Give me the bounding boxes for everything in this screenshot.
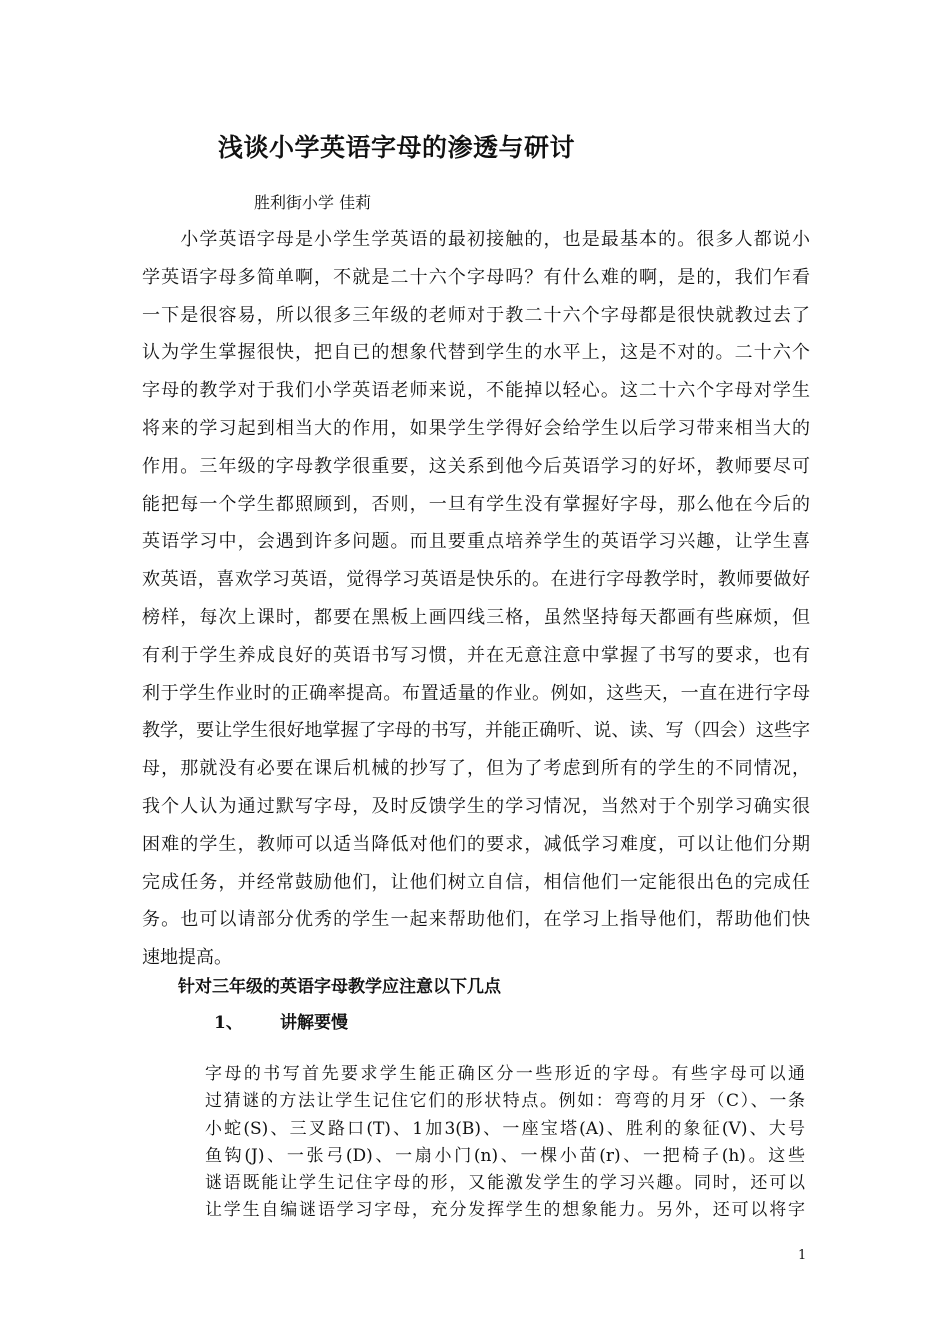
text-line: 务。也可以请部分优秀的学生一起来帮助他们，在学习上指导他们，帮助他们快 (142, 909, 810, 931)
text-line: 学英语字母多简单啊，不就是二十六个字母吗？有什么难的啊，是的，我们乍看 (142, 266, 810, 288)
section-1-heading (214, 1008, 348, 1033)
text-line: 小学英语字母是小学生学英语的最初接触的，也是最基本的。很多人都说小 (142, 229, 810, 250)
text-line: 作用。三年级的字母教学很重要，这关系到他今后英语学习的好坏，教师要尽可 (142, 455, 810, 477)
text-line: 让学生自编谜语学习字母，充分发挥学生的想象能力。另外，还可以将字 (205, 1200, 805, 1221)
page-number: 1 (798, 1248, 807, 1263)
text-line: 能把每一个学生都照顾到，否则，一旦有学生没有掌握好字母，那么他在今后的 (142, 493, 810, 515)
text-line: 完成任务，并经常鼓励他们，让他们树立自信，相信他们一定能很出色的完成任 (142, 871, 810, 893)
text-line: 认为学生掌握很快，把自已的想象代替到学生的水平上，这是不对的。二十六个 (142, 342, 810, 364)
document-title: 浅谈小学英语字母的渗透与研讨 (218, 133, 576, 162)
text-line: 有利于学生养成良好的英语书写习惯，并在无意注意中掌握了书写的要求，也有 (142, 644, 810, 666)
subheading: 针对三年级的英语字母教学应注意以下几点 (178, 977, 501, 997)
text-line: 将来的学习起到相当大的作用，如果学生学得好会给学生以后学习带来相当大的 (142, 417, 810, 439)
text-line: 利于学生作业时的正确率提高。布置适量的作业。例如，这些天，一直在进行字母 (142, 682, 810, 704)
text-line: 速地提高。 (142, 947, 232, 969)
text-line: 母，那就没有必要在课后机械的抄写了，但为了考虑到所有的学生的不同情况， (142, 758, 810, 780)
section-1-number: 1、 (214, 1013, 243, 1033)
text-line: 鱼钩(J)、一张弓(D)、一扇小门(n)、一棵小苗(r)、一把椅子(h)。这些 (205, 1145, 805, 1166)
text-line: 困难的学生，教师可以适当降低对他们的要求，减低学习难度，可以让他们分期 (142, 833, 810, 855)
text-line: 过猜谜的方法让学生记住它们的形状特点。例如：弯弯的月牙（C）、一条 (205, 1091, 805, 1112)
author-line: 胜利街小学 佳莉 (254, 193, 372, 212)
main-paragraph (142, 221, 810, 977)
text-line: 我个人认为通过默写字母，及时反馈学生的学习情况，当然对于个别学习确实很 (142, 795, 810, 817)
section-1-title: 讲解要慢 (280, 1013, 348, 1033)
text-line: 一下是很容易，所以很多三年级的老师对于教二十六个字母都是很快就教过去了 (142, 304, 810, 326)
text-line: 小蛇(S)、三叉路口(T)、1加3(B)、一座宝塔(A)、胜利的象征(V)、大号 (205, 1118, 805, 1139)
text-line: 榜样，每次上课时，都要在黑板上画四线三格，虽然坚持每天都画有些麻烦，但 (142, 606, 810, 628)
text-line: 谜语既能让学生记住字母的形，又能激发学生的学习兴趣。同时，还可以 (205, 1173, 805, 1194)
text-line: 字母的书写首先要求学生能正确区分一些形近的字母。有些字母可以通 (205, 1064, 805, 1084)
section-1-paragraph (205, 1061, 805, 1225)
text-line: 字母的教学对于我们小学英语老师来说，不能掉以轻心。这二十六个字母对学生 (142, 380, 810, 402)
text-line: 教学，要让学生很好地掌握了字母的书写，并能正确听、说、读、写（四会）这些字 (142, 720, 810, 742)
text-line: 欢英语，喜欢学习英语，觉得学习英语是快乐的。在进行字母教学时，教师要做好 (142, 569, 810, 591)
text-line: 英语学习中，会遇到许多问题。而且要重点培养学生的英语学习兴趣，让学生喜 (142, 531, 810, 553)
